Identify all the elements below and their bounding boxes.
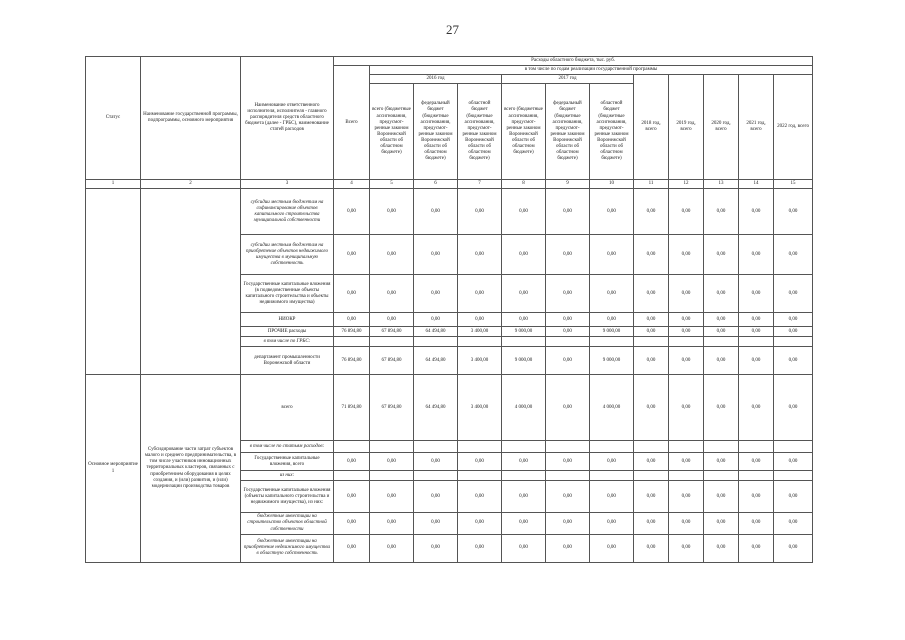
value-cell [739,441,774,453]
value-cell: 0,00 [546,481,590,513]
value-cell: 0,00 [704,313,739,327]
value-cell: 0,00 [502,275,546,313]
value-cell: 0,00 [634,534,669,562]
value-cell: 0,00 [414,513,458,534]
colnum: 8 [502,180,546,189]
value-cell: 0,00 [669,375,704,441]
table-row [86,375,813,441]
row-label: ПРОЧИЕ расходы [241,327,334,337]
value-cell: 0,00 [704,375,739,441]
value-cell: 0,00 [546,275,590,313]
value-cell [502,337,546,347]
row-label: департамент промышленности Воронежской области [241,347,334,375]
value-cell: 0,00 [774,235,813,275]
value-cell: 0,00 [669,481,704,513]
value-cell: 0,00 [590,513,634,534]
value-cell: 71 894,80 [334,375,370,441]
value-cell: 67 894,80 [370,375,414,441]
value-cell: 0,00 [334,534,370,562]
row-label: Государственные капитальные вложения (в подведомственные объекты капитального строительства и объекты недвижимого имущества) [241,275,334,313]
value-cell [774,471,813,481]
value-cell [590,441,634,453]
value-cell: 0,00 [774,513,813,534]
value-cell: 0,00 [739,313,774,327]
value-cell [669,337,704,347]
value-cell: 0,00 [590,481,634,513]
row-label: из них: [241,471,334,481]
page-number: 27 [446,22,459,37]
value-cell: 3 400,00 [458,327,502,337]
value-cell [546,471,590,481]
row-label: в том числе по статьям расходов: [241,441,334,453]
header-col-7: областной бюджет (бюджетные ассигнования, предусмот-ренные законом Воронежской области об областном бюджете) [458,84,502,180]
value-cell [590,471,634,481]
value-cell: 67 894,80 [370,327,414,337]
row-label: Государственные капитальные вложения, всего [241,453,334,471]
value-cell [502,471,546,481]
header-2018: 2018 год, всего [634,75,669,180]
value-cell [669,441,704,453]
value-cell: 0,00 [334,275,370,313]
value-cell: 0,00 [590,453,634,471]
value-cell: 9 000,00 [590,347,634,375]
value-cell: 0,00 [774,481,813,513]
program-cell-empty [141,189,241,375]
value-cell: 0,00 [704,275,739,313]
value-cell: 0,00 [370,534,414,562]
value-cell: 0,00 [739,453,774,471]
colnum: 5 [370,180,414,189]
value-cell: 0,00 [546,313,590,327]
value-cell: 0,00 [774,189,813,235]
value-cell: 0,00 [590,313,634,327]
value-cell: 0,00 [414,481,458,513]
colnum: 9 [546,180,590,189]
value-cell [334,337,370,347]
header-total: Всего [334,66,370,180]
table-row [86,189,813,235]
value-cell: 0,00 [590,534,634,562]
header-status: Статус [86,57,141,180]
value-cell: 64 494,80 [414,375,458,441]
value-cell: 0,00 [502,534,546,562]
header-year-2016: 2016 год [370,75,502,84]
value-cell: 0,00 [546,453,590,471]
row-label: субсидии местным бюджетам на софинансирование объектов капитального строительства муниципальной собственности [241,189,334,235]
value-cell: 76 894,80 [334,347,370,375]
value-cell: 0,00 [669,513,704,534]
value-cell: 0,00 [502,189,546,235]
value-cell: 0,00 [704,453,739,471]
value-cell: 0,00 [704,327,739,337]
header-2020: 2020 год, всего [704,75,739,180]
value-cell [546,441,590,453]
value-cell: 0,00 [774,275,813,313]
value-cell: 0,00 [739,327,774,337]
value-cell: 0,00 [458,513,502,534]
value-cell [634,471,669,481]
value-cell: 0,00 [739,513,774,534]
value-cell: 0,00 [634,347,669,375]
value-cell [704,471,739,481]
value-cell [669,471,704,481]
value-cell: 0,00 [458,481,502,513]
value-cell: 0,00 [704,481,739,513]
colnum: 14 [739,180,774,189]
colnum: 6 [414,180,458,189]
value-cell [704,441,739,453]
value-cell: 0,00 [634,313,669,327]
value-cell: 0,00 [634,453,669,471]
value-cell: 0,00 [634,327,669,337]
value-cell: 0,00 [546,347,590,375]
value-cell: 0,00 [370,481,414,513]
value-cell: 0,00 [634,375,669,441]
value-cell: 9 000,00 [502,327,546,337]
value-cell: 0,00 [334,481,370,513]
header-col-5: всего (бюджетные ассигнования, предусмот-ренные законом Воронежской области об областном бюджете) [370,84,414,180]
value-cell [458,337,502,347]
colnum: 4 [334,180,370,189]
value-cell: 0,00 [704,235,739,275]
value-cell [334,441,370,453]
value-cell: 0,00 [546,189,590,235]
value-cell: 0,00 [634,189,669,235]
header-col-9: федеральный бюджет (бюджетные ассигнования, предусмот-ренные законом Воронежской области об областном бюджете) [546,84,590,180]
value-cell [774,337,813,347]
value-cell: 0,00 [669,235,704,275]
value-cell: 0,00 [370,513,414,534]
value-cell: 0,00 [634,481,669,513]
value-cell: 0,00 [590,235,634,275]
row-label: бюджетные инвестиции на строительство объектов областной собственности [241,513,334,534]
value-cell: 0,00 [739,275,774,313]
value-cell: 9 000,00 [590,327,634,337]
colnum: 12 [669,180,704,189]
value-cell: 0,00 [334,513,370,534]
value-cell: 0,00 [370,313,414,327]
status-cell: Основное мероприятие 1 [86,375,141,562]
value-cell: 0,00 [774,375,813,441]
value-cell: 0,00 [458,534,502,562]
value-cell: 0,00 [704,513,739,534]
value-cell: 0,00 [669,313,704,327]
value-cell: 0,00 [414,453,458,471]
header-executor: Наименование ответственного исполнителя, исполнителя - главного распорядителя средств областного бюджета (далее - ГРБС), наименование статей расходов [241,57,334,180]
value-cell: 0,00 [590,275,634,313]
value-cell [414,441,458,453]
value-cell [370,441,414,453]
value-cell: 0,00 [590,189,634,235]
value-cell: 0,00 [546,327,590,337]
value-cell: 64 494,80 [414,347,458,375]
value-cell [634,441,669,453]
value-cell [370,471,414,481]
value-cell: 0,00 [458,453,502,471]
colnum: 2 [141,180,241,189]
value-cell: 0,00 [414,534,458,562]
value-cell: 0,00 [704,189,739,235]
value-cell: 0,00 [458,189,502,235]
value-cell: 0,00 [669,189,704,235]
value-cell: 0,00 [634,513,669,534]
header-top: Расходы областного бюджета, тыс. руб. [334,57,813,66]
row-label: НИОКР [241,313,334,327]
header-year-2017: 2017 год [502,75,634,84]
value-cell: 0,00 [334,189,370,235]
value-cell: 0,00 [458,313,502,327]
header-sub-top: в том числе по годам реализации государственной программы [370,66,813,75]
status-cell-empty [86,189,141,375]
header-2021: 2021 год, всего [739,75,774,180]
value-cell: 4 000,00 [590,375,634,441]
header-col-10: областной бюджет (бюджетные ассигнования, предусмот-ренные законом Воронежской области об областном бюджете) [590,84,634,180]
header-2022: 2022 год, всего [774,75,813,180]
value-cell: 0,00 [458,235,502,275]
value-cell [414,471,458,481]
value-cell [546,337,590,347]
value-cell: 0,00 [502,481,546,513]
value-cell [370,337,414,347]
value-cell: 0,00 [669,453,704,471]
value-cell [634,337,669,347]
value-cell: 0,00 [502,513,546,534]
value-cell [502,441,546,453]
value-cell: 0,00 [502,313,546,327]
header-program-name: Наименование государственной программы, подпрограммы, основного мероприятия [141,57,241,180]
colnum: 15 [774,180,813,189]
value-cell: 0,00 [739,235,774,275]
header-col-8: всего (бюджетные ассигнования, предусмот-ренные законом Воронежской области об областном бюджете) [502,84,546,180]
row-label: бюджетные инвестиции на приобретение недвижимого имущества в областную собственность [241,534,334,562]
value-cell: 0,00 [546,534,590,562]
value-cell: 0,00 [634,235,669,275]
value-cell [739,337,774,347]
colnum: 1 [86,180,141,189]
header-col-6: федеральный бюджет (бюджетные ассигнования, предусмот-ренные законом Воронежской области об областном бюджете) [414,84,458,180]
value-cell: 0,00 [704,347,739,375]
value-cell: 0,00 [774,313,813,327]
value-cell: 0,00 [546,235,590,275]
value-cell: 0,00 [414,313,458,327]
colnum: 13 [704,180,739,189]
value-cell: 0,00 [458,275,502,313]
value-cell: 0,00 [739,481,774,513]
colnum: 11 [634,180,669,189]
value-cell: 0,00 [669,534,704,562]
column-numbers-row [86,180,813,189]
value-cell: 3 400,00 [458,347,502,375]
value-cell: 0,00 [774,534,813,562]
value-cell [774,441,813,453]
value-cell: 0,00 [774,327,813,337]
value-cell: 64 494,80 [414,327,458,337]
value-cell: 0,00 [774,453,813,471]
value-cell: 0,00 [370,235,414,275]
value-cell [414,337,458,347]
row-label: в том числе по ГРБС: [241,337,334,347]
value-cell: 0,00 [739,189,774,235]
value-cell: 0,00 [739,375,774,441]
value-cell: 67 894,80 [370,347,414,375]
value-cell: 0,00 [704,534,739,562]
value-cell: 0,00 [774,347,813,375]
value-cell: 0,00 [546,513,590,534]
value-cell: 0,00 [370,453,414,471]
value-cell: 0,00 [414,275,458,313]
value-cell [704,337,739,347]
value-cell: 0,00 [546,375,590,441]
value-cell: 0,00 [669,327,704,337]
value-cell [458,441,502,453]
value-cell: 0,00 [739,347,774,375]
colnum: 7 [458,180,502,189]
value-cell: 76 894,80 [334,327,370,337]
row-label: субсидии местным бюджетам на приобретение объектов недвижимого имущества в муниципальную собственность [241,235,334,275]
value-cell: 0,00 [334,453,370,471]
value-cell: 4 000,00 [502,375,546,441]
value-cell [739,471,774,481]
value-cell: 0,00 [739,534,774,562]
colnum: 3 [241,180,334,189]
program-name-cell: Субсидирование части затрат субъектов малого и среднего предпринимательства, в том числе участников инновационных территориальных кластеров, связанных с приобретением оборудования в целях создания, и (или) развития, и (или) модернизации производства товаров [141,375,241,562]
colnum: 10 [590,180,634,189]
value-cell: 9 000,00 [502,347,546,375]
value-cell: 3 400,00 [458,375,502,441]
value-cell: 0,00 [669,275,704,313]
value-cell: 0,00 [334,313,370,327]
value-cell: 0,00 [334,235,370,275]
value-cell: 0,00 [502,235,546,275]
value-cell: 0,00 [669,347,704,375]
header-2019: 2019 год, всего [669,75,704,180]
value-cell: 0,00 [414,235,458,275]
budget-table [85,56,813,563]
row-label: всего [241,375,334,441]
value-cell: 0,00 [370,189,414,235]
value-cell [334,471,370,481]
value-cell: 0,00 [414,189,458,235]
value-cell [590,337,634,347]
value-cell: 0,00 [370,275,414,313]
value-cell: 0,00 [502,453,546,471]
value-cell [458,471,502,481]
value-cell: 0,00 [634,275,669,313]
row-label: Государственные капитальные вложения (объекты капитального строительства и недвижимого имущества), из них: [241,481,334,513]
